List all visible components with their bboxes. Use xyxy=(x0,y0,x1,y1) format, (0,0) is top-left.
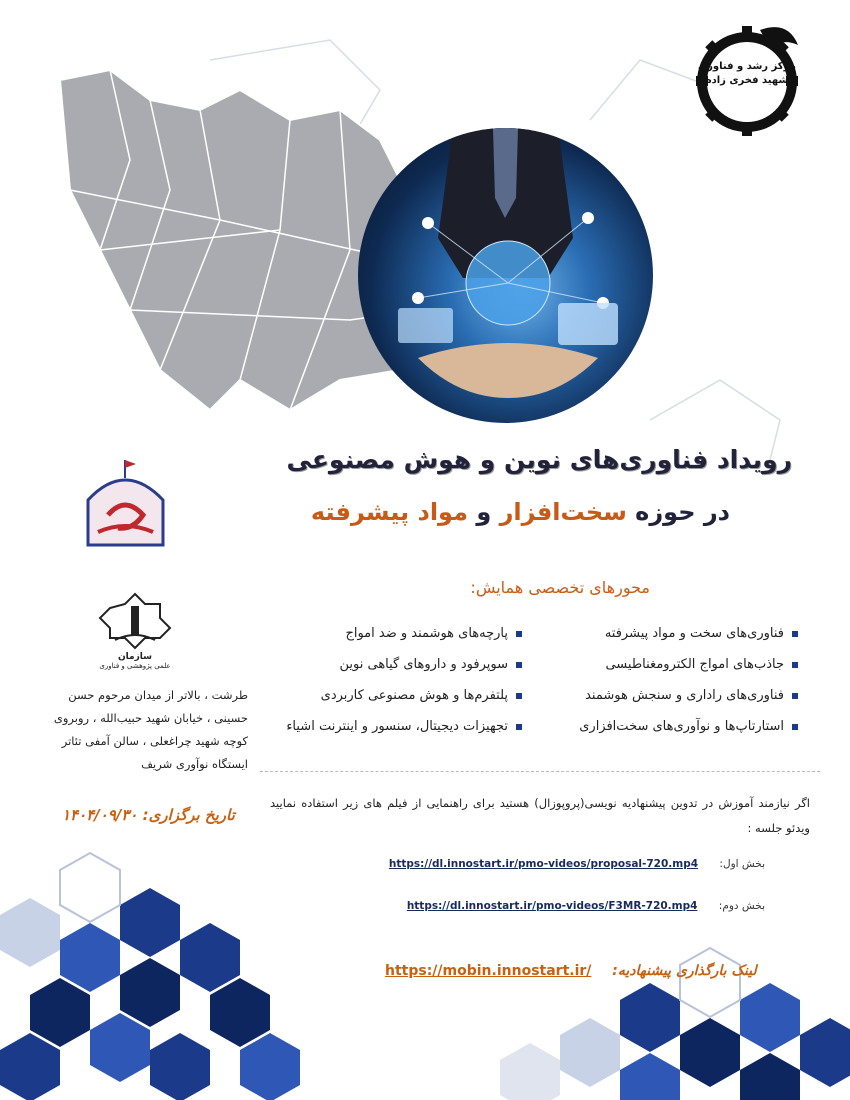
bullet-icon xyxy=(516,631,522,637)
video-label: بخش دوم: xyxy=(718,900,765,912)
axes-right-column xyxy=(508,618,798,742)
address-line: ایستگاه نوآوری شریف xyxy=(141,757,248,771)
organization-text xyxy=(90,652,180,670)
technology-photo xyxy=(358,128,653,423)
org-sub: علمی پژوهشی و فناوری xyxy=(99,662,171,670)
date-value: ۱۴۰۴/۰۹/۳۰ xyxy=(62,806,138,824)
video-link-1[interactable]: https://dl.innostart.ir/pmo-videos/proposal-720.mp4 xyxy=(388,858,699,870)
list-item xyxy=(262,618,522,649)
logo-line1: مرکز رشد و فناوری xyxy=(698,61,796,72)
incubator-logo xyxy=(688,20,806,138)
list-item xyxy=(508,680,798,711)
bullet-icon xyxy=(792,693,798,699)
org-name: سازمان xyxy=(117,652,153,662)
date-label: تاریخ برگزاری: xyxy=(142,806,235,824)
subtitle-highlight-materials: مواد پیشرفته xyxy=(310,498,468,526)
event-date xyxy=(62,806,235,824)
bullet-icon xyxy=(792,662,798,668)
axis-item: پارچه‌های هوشمند و ضد امواج xyxy=(345,626,508,641)
bullet-icon xyxy=(792,631,798,637)
address-line: طرشت ، بالاتر از میدان مرحوم حسن xyxy=(68,688,248,702)
axis-item: جاذب‌های امواج الکترومغناطیسی xyxy=(605,657,784,672)
organization-logo xyxy=(90,590,180,675)
imam-logo xyxy=(78,460,173,550)
axis-item: تجهیزات دیجیتال، سنسور و اینترنت اشیاء xyxy=(286,719,508,734)
event-subtitle xyxy=(311,498,730,526)
subtitle-prefix: در حوزه xyxy=(635,498,730,526)
divider xyxy=(260,771,820,772)
axes-left-column xyxy=(262,618,522,742)
video-label: بخش اول: xyxy=(719,858,765,870)
intro-text: اگر نیازمند آموزش در تدوین پیشنهادیه نویسی(پروپوزال) هستید برای راهنمایی از فیلم های زیر استفاده نمایید ویدئو جلسه : xyxy=(270,796,810,835)
axis-item: فناوری‌های سخت و مواد پیشرفته xyxy=(604,626,784,641)
address-line: حسینی ، خیابان شهید حبیب‌الله ، روبروی xyxy=(53,711,248,725)
bullet-icon xyxy=(792,724,798,730)
event-title: رویداد فناوری‌های نوین و هوش مصنوعی xyxy=(286,445,792,474)
logo-text xyxy=(688,60,806,88)
address-line: کوچه شهید چراغعلی ، سالن آمفی تئاتر xyxy=(61,734,248,748)
video-link-2[interactable]: https://dl.innostart.ir/pmo-videos/F3MR-720.mp4 xyxy=(406,900,698,912)
axis-item: سوپرفود و داروهای گیاهی نوین xyxy=(339,657,508,672)
list-item xyxy=(262,680,522,711)
list-item xyxy=(508,649,798,680)
bullet-icon xyxy=(516,724,522,730)
list-item xyxy=(508,618,798,649)
subtitle-highlight-hardware: سخت‌افزار xyxy=(499,498,627,526)
list-item xyxy=(262,649,522,680)
video-link-row xyxy=(389,858,765,870)
bullet-icon xyxy=(516,693,522,699)
video-link-row xyxy=(407,900,765,912)
list-item xyxy=(262,711,522,742)
bullet-icon xyxy=(516,662,522,668)
registration-row xyxy=(385,963,757,979)
address-block xyxy=(20,684,248,776)
registration-link[interactable]: https://mobin.innostart.ir/ xyxy=(385,963,592,979)
subtitle-and: و xyxy=(476,498,492,526)
logo-line2: شهید فخری زاده xyxy=(705,75,789,86)
axis-item: پلتفرم‌ها و هوش مصنوعی کاربردی xyxy=(320,688,508,703)
list-item xyxy=(508,711,798,742)
axis-item: فناوری‌های راداری و سنجش هوشمند xyxy=(585,688,784,703)
axis-item: استارتاپ‌ها و نوآوری‌های سخت‌افزاری xyxy=(579,719,784,734)
registration-label: لینک بارگذاری پیشنهادیه: xyxy=(612,963,757,979)
axes-title: محورهای تخصصی همایش: xyxy=(470,578,650,597)
